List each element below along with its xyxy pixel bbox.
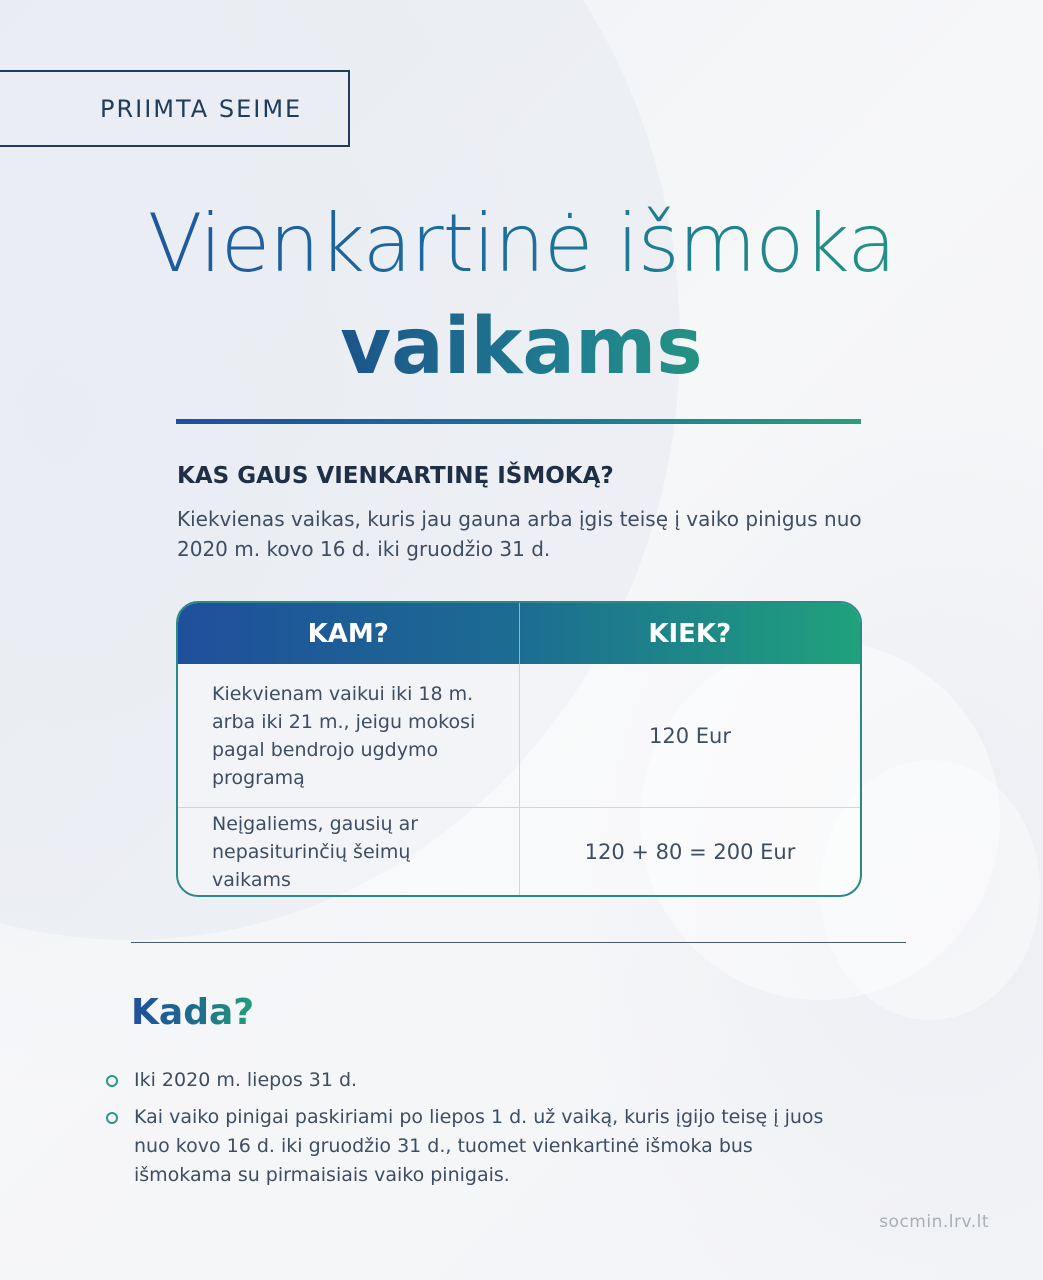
- when-heading: Kada?: [131, 992, 255, 1033]
- question-heading: KAS GAUS VIENKARTINĘ IŠMOKĄ?: [177, 463, 614, 489]
- bullet-circle-icon: [106, 1075, 118, 1087]
- badge-label: PRIIMTA SEIME: [100, 94, 303, 123]
- source-url: socmin.lrv.lt: [879, 1212, 989, 1232]
- list-item: [106, 1066, 906, 1095]
- table-header: [178, 603, 860, 664]
- table-cell-amount: 120 Eur: [649, 723, 731, 748]
- bullet-circle-icon: [106, 1112, 118, 1124]
- list-item-text: Kai vaiko pinigai paskiriami po liepos 1 d. už vaiką, kuris įgijo teisę į juos nuo kovo 16 d. iki gruodžio 31 d., tuomet vienkartinė išmoka bus išmokama su pirmaisiais vaiko pinigais.: [134, 1106, 824, 1186]
- list-item: [106, 1103, 906, 1190]
- table-row: [178, 807, 860, 895]
- question-text: Kiekvienas vaikas, kuris jau gauna arba įgis teisę į vaiko pinigus nuo 2020 m. kovo 16 d. iki gruodžio 31 d.: [177, 507, 862, 561]
- when-list: [106, 1066, 906, 1198]
- page-title: Vienkartinė išmoka: [0, 196, 1043, 292]
- benefit-table: [176, 601, 862, 897]
- column-header-who: KAM?: [307, 618, 389, 649]
- table-row: [178, 664, 860, 807]
- page-title-emphasis: vaikams: [0, 302, 1043, 392]
- table-cell-amount: 120 + 80 = 200 Eur: [584, 839, 796, 864]
- title-divider: [176, 419, 861, 424]
- section-divider: [131, 942, 906, 943]
- column-header-amount: KIEK?: [519, 603, 861, 664]
- list-item-text: Iki 2020 m. liepos 31 d.: [134, 1069, 358, 1091]
- table-cell-who: Kiekvienam vaikui iki 18 m. arba iki 21 m., jeigu mokosi pagal bendrojo ugdymo programą: [178, 664, 520, 807]
- status-badge: [0, 70, 350, 147]
- table-cell-who: Neįgaliems, gausių ar nepasiturinčių šeimų vaikams: [178, 808, 520, 895]
